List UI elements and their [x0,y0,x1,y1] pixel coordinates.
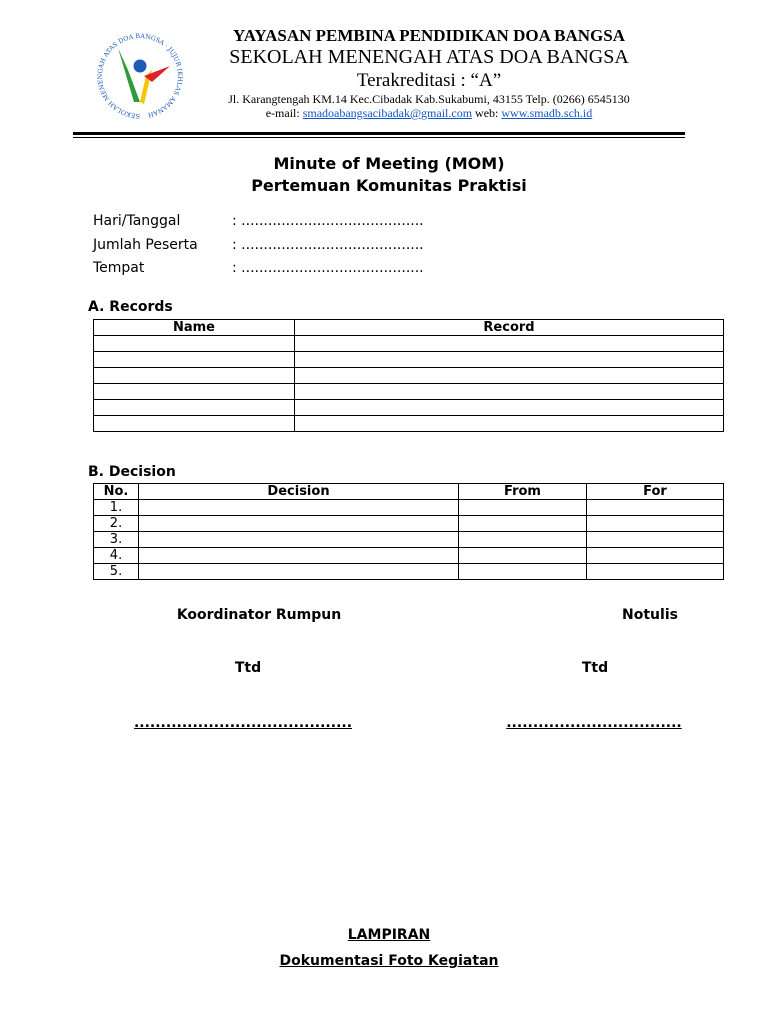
from-cell[interactable] [459,532,587,548]
no-cell: 4. [94,548,139,564]
email-link[interactable]: smadoabangsacibadak@gmail.com [302,106,473,120]
record-cell[interactable] [295,400,724,416]
signature-line-left: ......................................... [133,715,353,731]
for-cell[interactable] [587,500,724,516]
record-cell[interactable] [295,368,724,384]
column-header-from: From [459,484,587,500]
table-row [94,352,724,368]
info-label: Tempat [93,260,145,276]
name-cell[interactable] [94,416,295,432]
header-divider-thick [73,132,685,135]
name-cell[interactable] [94,400,295,416]
email-label: e-mail: [265,106,300,120]
table-row [94,416,724,432]
contact-line [190,106,668,120]
from-cell[interactable] [459,564,587,580]
foundation-name: YAYASAN PEMBINA PENDIDIKAN DOA BANGSA [232,26,626,45]
info-label: Hari/Tanggal [93,213,181,229]
header-divider-thin [73,137,685,138]
from-cell[interactable] [459,500,587,516]
signature-ttd-right: Ttd [581,660,609,676]
table-row [94,336,724,352]
school-address: Jl. Karangtengah KM.14 Kec.Cibadak Kab.Sukabumi, 43155 Telp. (0266) 6545130 [228,92,630,106]
decision-cell[interactable] [139,500,459,516]
name-cell[interactable] [94,384,295,400]
for-cell[interactable] [587,532,724,548]
column-header-decision: Decision [139,484,459,500]
decision-cell[interactable] [139,564,459,580]
table-row [94,564,724,580]
record-cell[interactable] [295,336,724,352]
record-cell[interactable] [295,416,724,432]
record-cell[interactable] [295,352,724,368]
signature-role-right: Notulis [622,607,678,623]
no-cell: 5. [94,564,139,580]
web-link[interactable]: www.smadb.sch.id [501,106,593,120]
column-header-name: Name [94,320,295,336]
decision-heading: B. Decision [88,464,176,480]
from-cell[interactable] [459,548,587,564]
for-cell[interactable] [587,548,724,564]
logo-blue-dot [134,60,147,73]
no-cell: 1. [94,500,139,516]
records-table [93,319,724,432]
accreditation: Terakreditasi : “A” [356,70,502,91]
column-header-no: No. [94,484,139,500]
signature-role-left: Koordinator Rumpun [176,607,342,623]
table-row [94,500,724,516]
logo-green-stroke [118,48,140,102]
for-cell[interactable] [587,564,724,580]
info-value: : ......................................... [232,260,424,276]
web-label: web: [475,106,499,120]
table-row [94,384,724,400]
name-cell[interactable] [94,368,295,384]
attachment-subtitle: Dokumentasi Foto Kegiatan [279,953,499,969]
no-cell: 2. [94,516,139,532]
table-row [94,516,724,532]
attachment-title: LAMPIRAN [347,927,431,943]
signature-ttd-left: Ttd [234,660,262,676]
record-cell[interactable] [295,384,724,400]
column-header-for: For [587,484,724,500]
info-label: Jumlah Peserta [93,237,198,253]
from-cell[interactable] [459,516,587,532]
name-cell[interactable] [94,352,295,368]
decision-cell[interactable] [139,548,459,564]
table-header-row [94,320,724,336]
info-value: : ......................................... [232,237,424,253]
table-row [94,532,724,548]
decision-table [93,483,724,580]
name-cell[interactable] [94,336,295,352]
info-value: : ......................................... [232,213,424,229]
for-cell[interactable] [587,516,724,532]
table-row [94,368,724,384]
school-logo [88,30,192,126]
title-line-1: Minute of Meeting (MOM) [273,154,505,173]
logo-ring-text: SEKOLAH MENENGAH ATAS DOA BANGSA · JUJUR IKHLAS AMANAH [97,32,184,120]
letterhead [190,26,668,120]
records-heading: A. Records [88,299,173,315]
decision-cell[interactable] [139,532,459,548]
title-line-2: Pertemuan Komunitas Praktisi [251,176,527,195]
column-header-record: Record [295,320,724,336]
no-cell: 3. [94,532,139,548]
decision-cell[interactable] [139,516,459,532]
school-name: SEKOLAH MENENGAH ATAS DOA BANGSA [229,46,629,68]
signature-line-right: ................................. [506,715,682,731]
table-row [94,400,724,416]
document-title [0,153,768,197]
table-row [94,548,724,564]
table-header-row [94,484,724,500]
